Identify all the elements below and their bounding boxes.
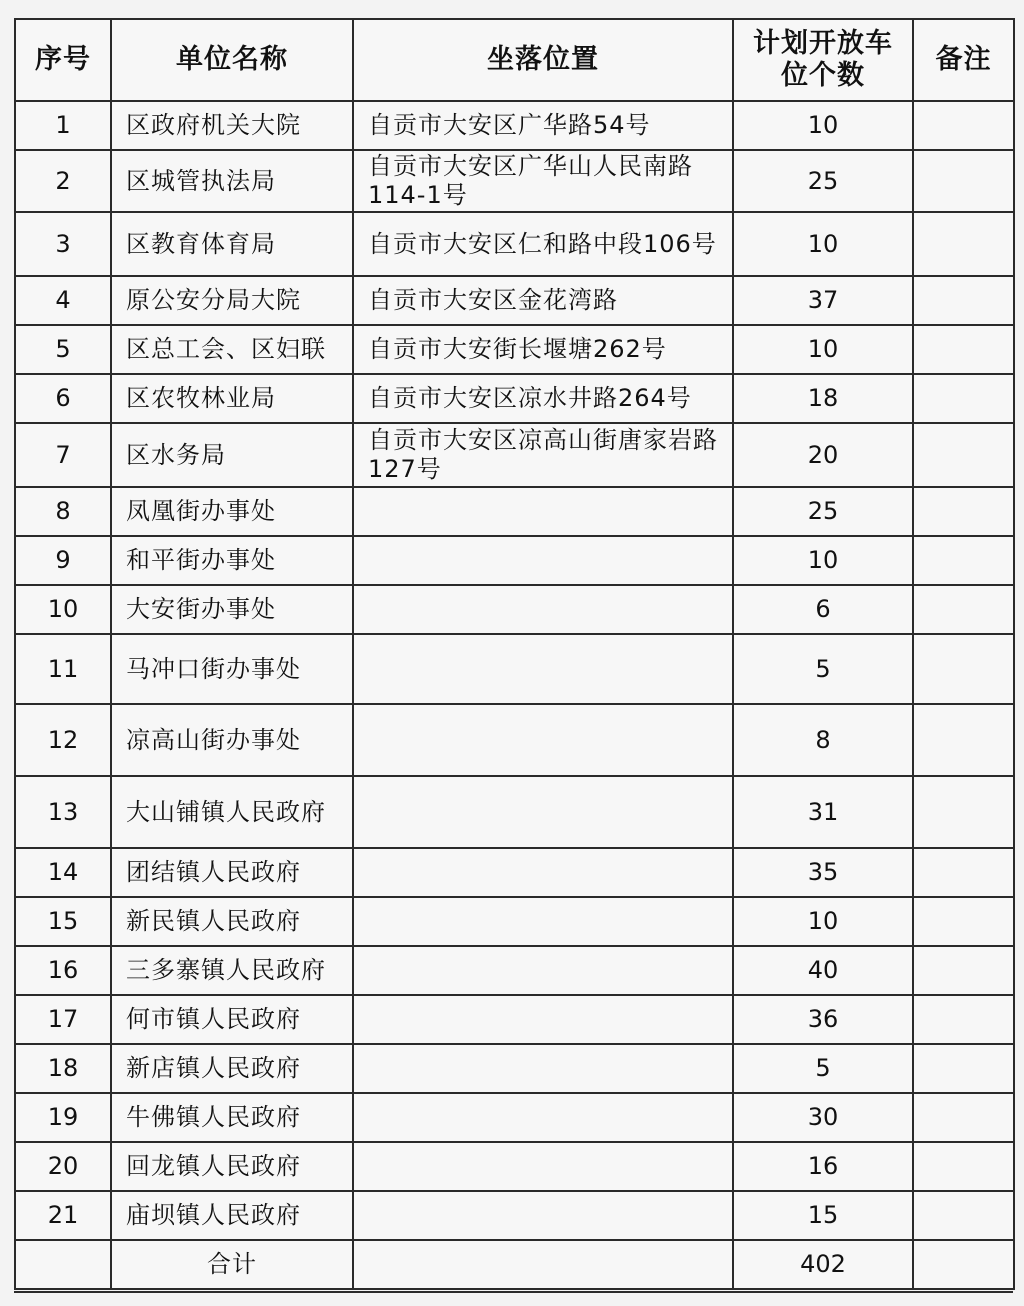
table-row: [15, 487, 1014, 536]
cell-count: 35: [733, 848, 913, 897]
cell-note: [913, 276, 1014, 325]
cell-location: [353, 848, 733, 897]
cell-index: 14: [15, 848, 111, 897]
cell-index: 1: [15, 101, 111, 150]
cell-name: 区总工会、区妇联: [111, 325, 353, 374]
cell-index: 12: [15, 704, 111, 776]
cell-count: 30: [733, 1093, 913, 1142]
cell-index: 16: [15, 946, 111, 995]
total-note: [913, 1240, 1014, 1289]
cell-index: 4: [15, 276, 111, 325]
table-row: [15, 374, 1014, 423]
table-row: [15, 897, 1014, 946]
cell-count: 10: [733, 212, 913, 276]
cell-location: [353, 704, 733, 776]
cell-name: 新民镇人民政府: [111, 897, 353, 946]
cell-name: 区政府机关大院: [111, 101, 353, 150]
cell-name: 区城管执法局: [111, 150, 353, 212]
cell-count: 5: [733, 1044, 913, 1093]
cell-note: [913, 212, 1014, 276]
cell-note: [913, 1044, 1014, 1093]
cell-note: [913, 487, 1014, 536]
cell-name: 和平街办事处: [111, 536, 353, 585]
table-row: [15, 1191, 1014, 1240]
table-row: [15, 212, 1014, 276]
cell-index: 3: [15, 212, 111, 276]
cell-location: [353, 897, 733, 946]
table-row: [15, 848, 1014, 897]
cell-count: 25: [733, 150, 913, 212]
cell-name: 区农牧林业局: [111, 374, 353, 423]
table-row: [15, 536, 1014, 585]
cell-name: 何市镇人民政府: [111, 995, 353, 1044]
cell-count: 37: [733, 276, 913, 325]
cell-name: 回龙镇人民政府: [111, 1142, 353, 1191]
cell-index: 5: [15, 325, 111, 374]
cell-note: [913, 101, 1014, 150]
table-row: [15, 634, 1014, 704]
total-row: [15, 1240, 1014, 1289]
cell-count: 10: [733, 325, 913, 374]
cell-location: [353, 585, 733, 634]
table-header-row: [15, 19, 1014, 101]
cell-count: 18: [733, 374, 913, 423]
table-row: [15, 276, 1014, 325]
cell-count: 10: [733, 897, 913, 946]
cell-location: 自贡市大安区广华山人民南路114-1号: [353, 150, 733, 212]
cell-index: 21: [15, 1191, 111, 1240]
cell-count: 5: [733, 634, 913, 704]
header-note: 备注: [913, 19, 1014, 101]
cell-count: 15: [733, 1191, 913, 1240]
table-row: [15, 946, 1014, 995]
cell-location: 自贡市大安区广华路54号: [353, 101, 733, 150]
cell-location: 自贡市大安区金花湾路: [353, 276, 733, 325]
cell-note: [913, 1191, 1014, 1240]
cell-name: 牛佛镇人民政府: [111, 1093, 353, 1142]
table-row: [15, 1093, 1014, 1142]
cell-location: 自贡市大安区凉高山街唐家岩路127号: [353, 423, 733, 487]
cell-count: 25: [733, 487, 913, 536]
cell-note: [913, 536, 1014, 585]
cell-location: [353, 1093, 733, 1142]
cell-location: [353, 634, 733, 704]
table-row: [15, 704, 1014, 776]
parking-table: [14, 18, 1015, 1290]
cell-location: [353, 1191, 733, 1240]
cell-note: [913, 1093, 1014, 1142]
cell-index: 13: [15, 776, 111, 848]
total-location: [353, 1240, 733, 1289]
cell-location: 自贡市大安区凉水井路264号: [353, 374, 733, 423]
cell-count: 6: [733, 585, 913, 634]
total-label: 合计: [111, 1240, 353, 1289]
header-index: 序号: [15, 19, 111, 101]
cell-index: 11: [15, 634, 111, 704]
cell-location: [353, 536, 733, 585]
cell-name: 团结镇人民政府: [111, 848, 353, 897]
cell-name: 庙坝镇人民政府: [111, 1191, 353, 1240]
table-row: [15, 776, 1014, 848]
cell-note: [913, 150, 1014, 212]
cell-count: 16: [733, 1142, 913, 1191]
cell-name: 新店镇人民政府: [111, 1044, 353, 1093]
cell-note: [913, 423, 1014, 487]
cell-location: 自贡市大安街长堰塘262号: [353, 325, 733, 374]
cell-location: [353, 1044, 733, 1093]
cell-location: [353, 995, 733, 1044]
cell-index: 2: [15, 150, 111, 212]
cell-name: 马冲口街办事处: [111, 634, 353, 704]
cell-note: [913, 704, 1014, 776]
table-row: [15, 423, 1014, 487]
table-row: [15, 1142, 1014, 1191]
total-count: 402: [733, 1240, 913, 1289]
cell-index: 17: [15, 995, 111, 1044]
cell-count: 8: [733, 704, 913, 776]
cell-name: 大山铺镇人民政府: [111, 776, 353, 848]
header-name: 单位名称: [111, 19, 353, 101]
bottom-rule: [14, 1291, 1013, 1293]
cell-count: 10: [733, 536, 913, 585]
cell-location: [353, 946, 733, 995]
cell-note: [913, 897, 1014, 946]
total-index: [15, 1240, 111, 1289]
cell-note: [913, 946, 1014, 995]
cell-note: [913, 995, 1014, 1044]
cell-name: 大安街办事处: [111, 585, 353, 634]
cell-index: 6: [15, 374, 111, 423]
cell-index: 15: [15, 897, 111, 946]
cell-name: 凤凰街办事处: [111, 487, 353, 536]
cell-count: 20: [733, 423, 913, 487]
cell-note: [913, 585, 1014, 634]
table-body: [15, 101, 1014, 1289]
cell-count: 10: [733, 101, 913, 150]
cell-location: [353, 776, 733, 848]
cell-note: [913, 634, 1014, 704]
cell-note: [913, 325, 1014, 374]
table-row: [15, 995, 1014, 1044]
cell-count: 36: [733, 995, 913, 1044]
cell-count: 40: [733, 946, 913, 995]
table-row: [15, 150, 1014, 212]
cell-index: 19: [15, 1093, 111, 1142]
table-row: [15, 1044, 1014, 1093]
header-count: 计划开放车位个数: [733, 19, 913, 101]
cell-count: 31: [733, 776, 913, 848]
cell-index: 7: [15, 423, 111, 487]
cell-note: [913, 848, 1014, 897]
cell-index: 9: [15, 536, 111, 585]
cell-note: [913, 776, 1014, 848]
cell-note: [913, 1142, 1014, 1191]
cell-location: 自贡市大安区仁和路中段106号: [353, 212, 733, 276]
cell-location: [353, 487, 733, 536]
table-row: [15, 585, 1014, 634]
table-row: [15, 325, 1014, 374]
cell-index: 20: [15, 1142, 111, 1191]
table-row: [15, 101, 1014, 150]
header-location: 坐落位置: [353, 19, 733, 101]
cell-name: 原公安分局大院: [111, 276, 353, 325]
cell-name: 凉高山街办事处: [111, 704, 353, 776]
cell-index: 8: [15, 487, 111, 536]
cell-index: 18: [15, 1044, 111, 1093]
cell-note: [913, 374, 1014, 423]
cell-name: 区水务局: [111, 423, 353, 487]
cell-name: 区教育体育局: [111, 212, 353, 276]
cell-index: 10: [15, 585, 111, 634]
cell-name: 三多寨镇人民政府: [111, 946, 353, 995]
cell-location: [353, 1142, 733, 1191]
